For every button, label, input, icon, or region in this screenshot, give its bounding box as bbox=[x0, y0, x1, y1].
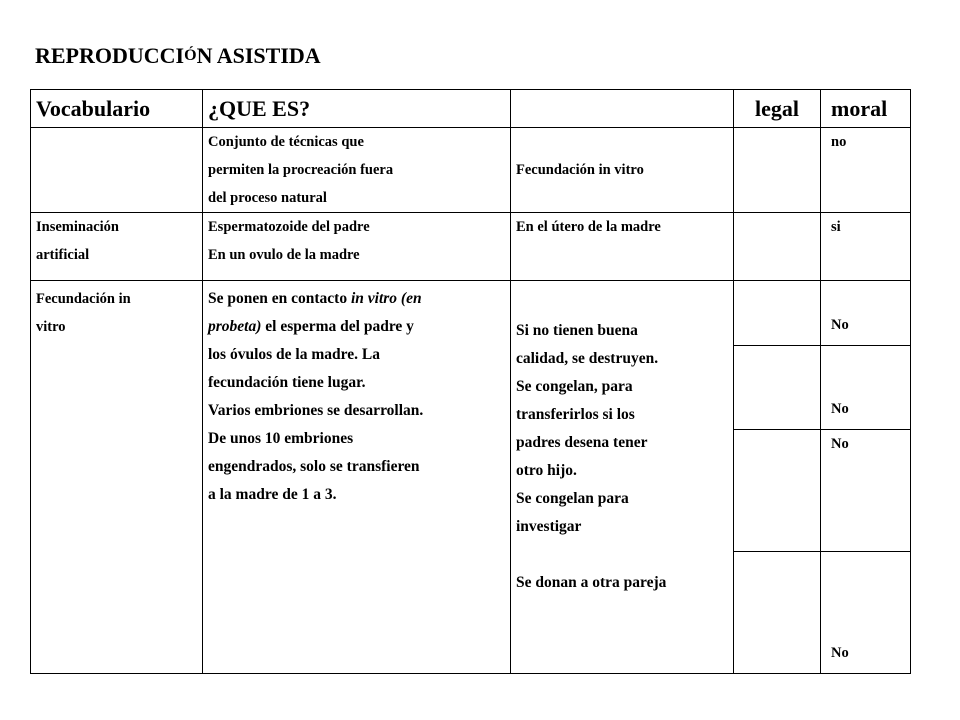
cell-vocab-empty bbox=[31, 128, 203, 213]
cell-definition: Se ponen en contacto in vitro (en probeta) el esperma del padre y los óvulos de la madre. La fecundación tiene lugar. Varios embriones se desarrollan. De unos 10 embriones engendrados, solo se transfieren a la madre de 1 a 3. bbox=[203, 281, 511, 674]
cell-moral: No bbox=[821, 346, 911, 430]
page-title: REPRODUCCIÓN ASISTIDA bbox=[35, 43, 321, 68]
cell-moral: No bbox=[821, 430, 911, 552]
cell-legal-empty bbox=[734, 430, 821, 552]
header-moral: moral bbox=[821, 90, 911, 128]
cell-legal-empty bbox=[734, 281, 821, 346]
header-vocabulario: Vocabulario bbox=[31, 90, 203, 128]
table-row bbox=[31, 281, 911, 346]
assisted-reproduction-table bbox=[30, 89, 911, 674]
cell-legal-empty bbox=[734, 128, 821, 213]
cell-moral: no bbox=[821, 128, 911, 213]
table-row bbox=[31, 213, 911, 281]
cell-detail: Fecundación in vitro bbox=[511, 128, 734, 213]
table-header-row bbox=[31, 90, 911, 128]
cell-legal-empty bbox=[734, 552, 821, 674]
table-row bbox=[31, 128, 911, 213]
cell-detail: En el útero de la madre bbox=[511, 213, 734, 281]
cell-definition: Espermatozoide del padre En un ovulo de la madre bbox=[203, 213, 511, 281]
cell-moral: si bbox=[821, 213, 911, 281]
cell-vocab: Inseminación artificial bbox=[31, 213, 203, 281]
cell-detail: Si no tienen buena calidad, se destruyen. Se congelan, para transferirlos si los padres desena tener otro hijo. Se congelan para investigar Se donan a otra pareja bbox=[511, 281, 734, 674]
header-que-es: ¿QUE ES? bbox=[203, 90, 511, 128]
cell-vocab: Fecundación in vitro bbox=[31, 281, 203, 674]
cell-moral: No bbox=[821, 281, 911, 346]
cell-moral: No bbox=[821, 552, 911, 674]
header-blank bbox=[511, 90, 734, 128]
cell-legal-empty bbox=[734, 213, 821, 281]
cell-legal-empty bbox=[734, 346, 821, 430]
header-legal: legal bbox=[734, 90, 821, 128]
cell-definition: Conjunto de técnicas que permiten la procreación fuera del proceso natural bbox=[203, 128, 511, 213]
